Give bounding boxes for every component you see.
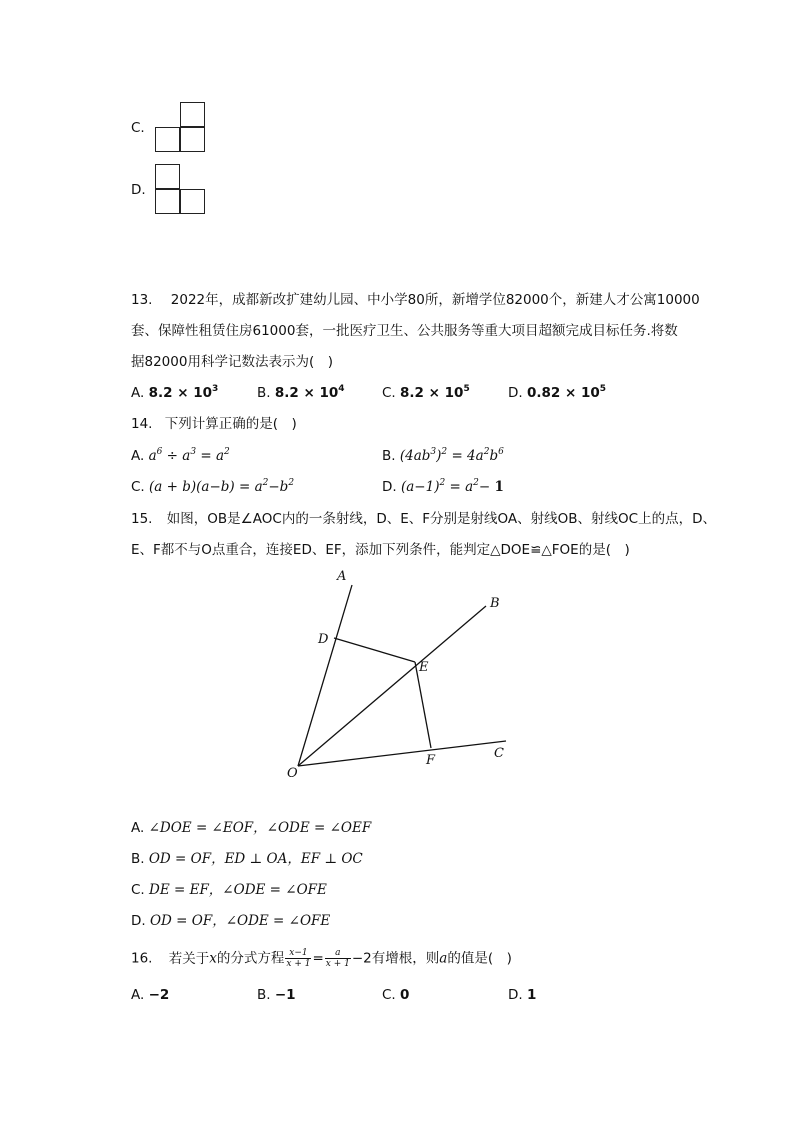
q13-option-c: C. $8.2 \times 10^5$ — [382, 384, 470, 401]
ray-oa — [298, 585, 352, 766]
segment-de — [334, 638, 415, 662]
q13-stem-line2: 套、保障性租赁住房61000套，一批医疗卫生、公共服务等重大项目超额完成目标任务.将数 — [131, 323, 678, 339]
q16-fraction-2: $\frac{a}{x + 1}$ — [325, 948, 350, 969]
q16-option-b: B. −1 — [257, 987, 296, 1003]
q13-option-d: D. $0.82 \times 10^5$ — [508, 384, 607, 401]
q13-option-a: A. $8.2 \times 10^3$ — [131, 384, 219, 401]
q15-option-b: B. OD = OF，ED ⊥ OA，EF ⊥ OC — [131, 851, 363, 867]
label-a: A — [337, 569, 347, 584]
label-o: O — [287, 766, 298, 781]
label-b: B — [490, 596, 500, 611]
label-f: F — [426, 753, 436, 768]
q13-number: 13. — [131, 292, 153, 308]
q15-stem-line2: E、F都不与O点重合，连接ED、EF，添加下列条件，能判定△DOE≌△FOE的是( ) — [131, 542, 630, 558]
q16-fraction-1: $\frac{x-1}{x + 1}$ — [286, 948, 311, 969]
q16-option-d: D. 1 — [508, 987, 537, 1003]
q15-number: 15. — [131, 511, 153, 527]
q13-stem-line1 — [131, 290, 700, 310]
q14-number: 14. — [131, 416, 153, 432]
label-d: D — [318, 632, 329, 647]
q15-option-d: D. OD = OF，∠ODE = ∠OFE — [131, 913, 331, 929]
q16-option-c: C. 0 — [382, 987, 410, 1003]
q15-option-a: A. ∠DOE = ∠EOF，∠ODE = ∠OEF — [131, 820, 372, 836]
q16-stem: 16. 若关于x的分式方程 $\frac{x-1}{x + 1}$ = $\frac{a}{x + 1}$ −2有增根，则a的值是( ) — [131, 948, 512, 969]
q12-option-c-label: C. — [131, 120, 145, 136]
q16-number: 16. — [131, 950, 153, 967]
ray-oc — [298, 741, 506, 766]
q14-option-a: A. $a^6 \div a^3 = a^2$ — [131, 447, 230, 464]
q12-option-d-label: D. — [131, 182, 146, 198]
label-e: E — [419, 660, 429, 675]
q14-stem: 14. 下列计算正确的是( ) — [131, 416, 297, 432]
q13-stem-line3: 据82000用科学记数法表示为( ) — [131, 354, 333, 370]
q14-option-c: C. $(a + b)(a-b) = a^2-b^2$ — [131, 478, 295, 495]
q15-stem-line1: 15. 如图，OB是∠AOC内的一条射线，D、E、F分别是射线OA、射线OB、射线OC上的点，D、 — [131, 511, 716, 527]
q13-option-b: B. $8.2 \times 10^4$ — [257, 384, 345, 401]
q13-text-1: 2022年，成都新改扩建幼儿园、中小学80所，新增学位82000个，新建人才公寓10000 — [170, 292, 700, 308]
q16-option-a: A. −2 — [131, 987, 170, 1003]
q15-option-c: C. DE = EF，∠ODE = ∠OFE — [131, 882, 327, 898]
label-c: C — [494, 746, 504, 761]
q14-option-b: B. $(4ab^3)^2 = 4a^2b^6$ — [382, 447, 504, 464]
ray-ob — [298, 606, 486, 766]
q14-option-d: D. $(a-1)^2 = a^2- 1$ — [382, 478, 504, 495]
segment-ef — [415, 662, 431, 748]
